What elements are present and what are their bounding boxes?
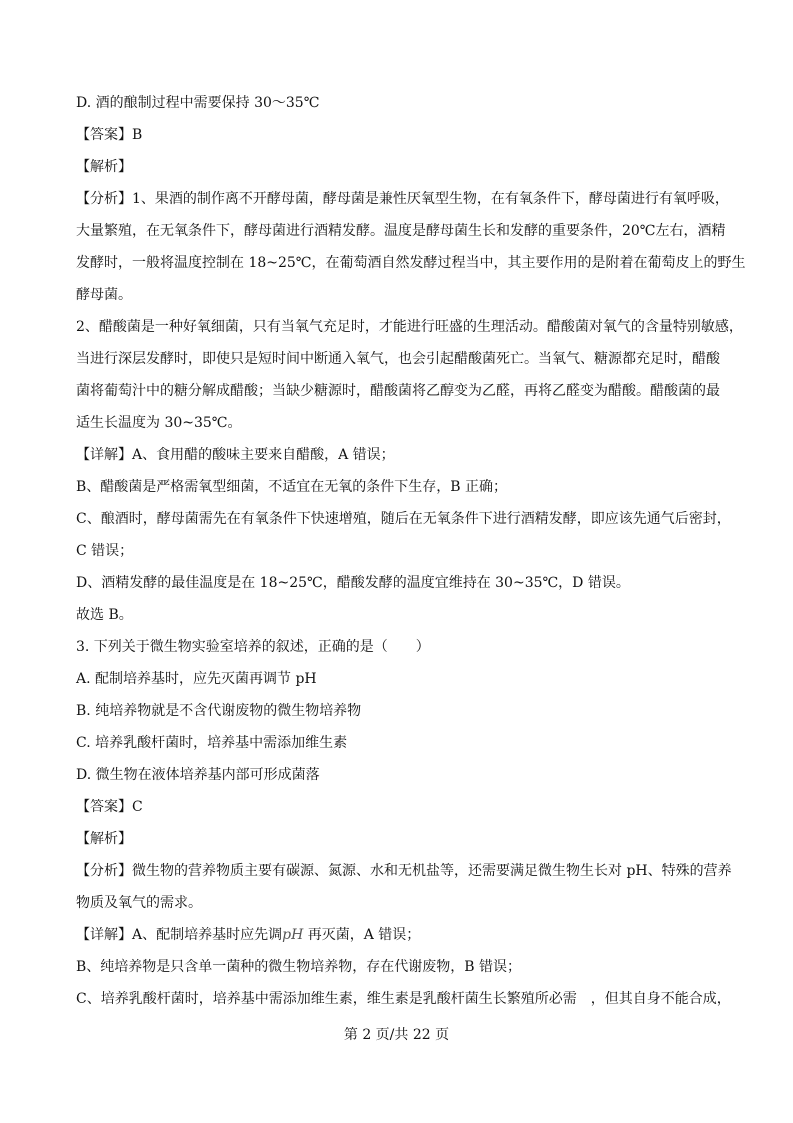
text-line: 物质及氧气的需求。 (76, 895, 202, 911)
text-line: 发酵时，一般将温度控制在 18~25℃，在葡萄酒自然发酵过程当中，其主要作用的是附着在葡萄皮上的野生 (76, 255, 746, 271)
text-line: 2、醋酸菌是一种好氧细菌，只有当氧气充足时，才能进行旺盛的生理活动。醋酸菌对氧气的含量特别敏感， (76, 319, 743, 335)
text-line: 菌将葡萄汁中的糖分解成醋酸；当缺少糖源时，醋酸菌将乙醇变为乙醛，再将乙醛变为醋酸。醋酸菌的最 (76, 383, 720, 399)
text-line: 【分析】微生物的营养物质主要有碳源、氮源、水和无机盐等，还需要满足微生物生长对 pH、特殊的营养 (76, 863, 732, 879)
text-line: 【详解】A、食用醋的酸味主要来自醋酸，A 错误； (76, 447, 395, 463)
text-line: D. 酒的酿制过程中需要保持 30～35℃ (76, 95, 320, 111)
text-line: 故选 B。 (76, 607, 133, 623)
text-line: C、培养乳酸杆菌时，培养基中需添加维生素，维生素是乳酸杆菌生长繁殖所必需 ，但其自身不能合成， (76, 991, 731, 1007)
text-line: C 错误； (76, 543, 134, 559)
analysis-label: 【解析】 (76, 159, 132, 175)
text-line: 酵母菌。 (76, 287, 132, 303)
text-line: B、醋酸菌是严格需氧型细菌，不适宜在无氧的条件下生存，B 正确； (76, 479, 508, 495)
text-line: 大量繁殖，在无氧条件下，酵母菌进行酒精发酵。温度是酵母菌生长和发酵的重要条件，20℃左右，酒精 (76, 223, 726, 239)
text-line: B、纯培养物是只含单一菌种的微生物培养物，存在代谢废物，B 错误； (76, 959, 522, 975)
answer-label: 【答案】C (76, 799, 143, 815)
detail-line-pre: 【详解】A、配制培养基时应先调 (76, 927, 283, 943)
detail-line (76, 925, 420, 945)
text-line: 适生长温度为 30~35℃。 (76, 415, 242, 431)
text-line: 【分析】1、果酒的制作离不开酵母菌，酵母菌是兼性厌氧型生物，在有氧条件下，酵母菌进行有氧呼吸， (76, 191, 729, 207)
text-line: D、酒精发酵的最佳温度是在 18~25℃，醋酸发酵的温度宜维持在 30~35℃，D 错误。 (76, 575, 630, 591)
ph-formula: pH (282, 927, 304, 943)
option-a: A. 配制培养基时，应先灭菌再调节 pH (76, 671, 317, 687)
option-d: D. 微生物在液体培养基内部可形成菌落 (76, 767, 320, 783)
detail-line-post: 再灭菌，A 错误； (303, 927, 421, 943)
option-b: B. 纯培养物就是不含代谢废物的微生物培养物 (76, 703, 362, 719)
answer-label: 【答案】B (76, 127, 143, 143)
analysis-label: 【解析】 (76, 831, 132, 847)
question-stem: 3. 下列关于微生物实验室培养的叙述，正确的是（ ） (76, 639, 430, 655)
text-line: C、酿酒时，酵母菌需先在有氧条件下快速增殖，随后在无氧条件下进行酒精发酵，即应该先通气后密封， (76, 511, 731, 527)
text-line: 当进行深层发酵时，即使只是短时间中断通入氧气，也会引起醋酸菌死亡。当氧气、糖源都充足时，醋酸 (76, 351, 720, 367)
option-c: C. 培养乳酸杆菌时，培养基中需添加维生素 (76, 735, 348, 751)
page-footer: 第 2 页/共 22 页 (343, 1027, 450, 1043)
